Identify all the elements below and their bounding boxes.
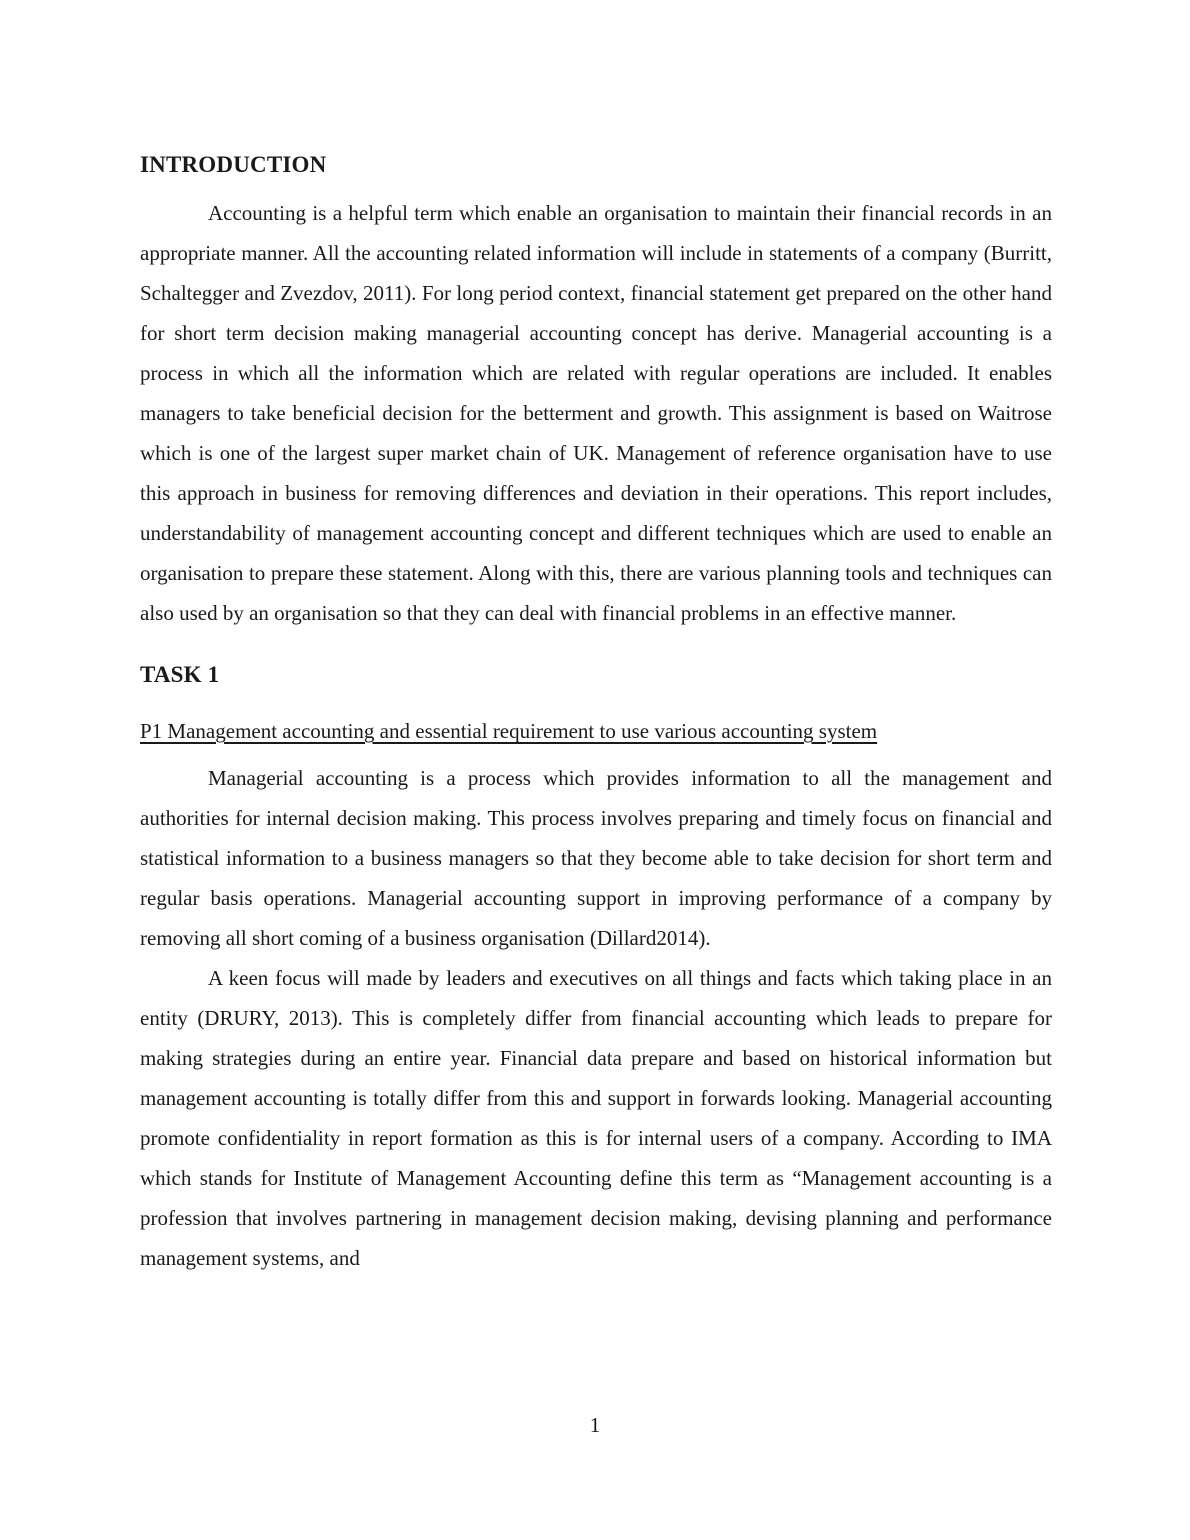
introduction-heading: INTRODUCTION <box>140 152 327 177</box>
introduction-paragraph: Accounting is a helpful term which enable an organisation to maintain their financial records in an appropriate manner. All the accounting related information will include in statements of a company (Burritt, Schaltegger and Zvezdov, 2011). For long period context, financial statement get prepared on the other hand for short term decision making managerial accounting concept has derive. Managerial accounting is a process in which all the information which are related with regular operations are included. It enables managers to take beneficial decision for the betterment and growth. This assignment is based on Waitrose which is one of the largest super market chain of UK. Management of reference organisation have to use this approach in business for removing differences and deviation in their operations. This report includes, understandability of management accounting concept and different techniques which are used to enable an organisation to prepare these statement. Along with this, there are various planning tools and techniques can also used by an organisation so that they can deal with financial problems in an effective manner. <box>140 201 1052 625</box>
task1-subheading-p1: P1 Management accounting and essential requirement to use various accounting system <box>140 719 878 743</box>
page-number: 1 <box>589 1413 601 1437</box>
task1-heading: TASK 1 <box>140 662 220 687</box>
task1-paragraph-1: Managerial accounting is a process which provides information to all the management and authorities for internal decision making. This process involves preparing and timely focus on financial and statistical information to a business managers so that they become able to take decision for short term and regular basis operations. Managerial accounting support in improving performance of a company by removing all short coming of a business organisation (Dillard2014). <box>140 766 1052 950</box>
page-content <box>140 150 1052 1278</box>
task1-paragraph-2: A keen focus will made by leaders and executives on all things and facts which taking place in an entity (DRURY, 2013). This is completely differ from financial accounting which leads to prepare for making strategies during an entire year. Financial data prepare and based on historical information but management accounting is totally differ from this and support in forwards looking. Managerial accounting promote confidentiality in report formation as this is for internal users of a company. According to IMA which stands for Institute of Management Accounting define this term as “Management accounting is a profession that involves partnering in management decision making, devising planning and performance management systems, and <box>140 966 1052 1270</box>
